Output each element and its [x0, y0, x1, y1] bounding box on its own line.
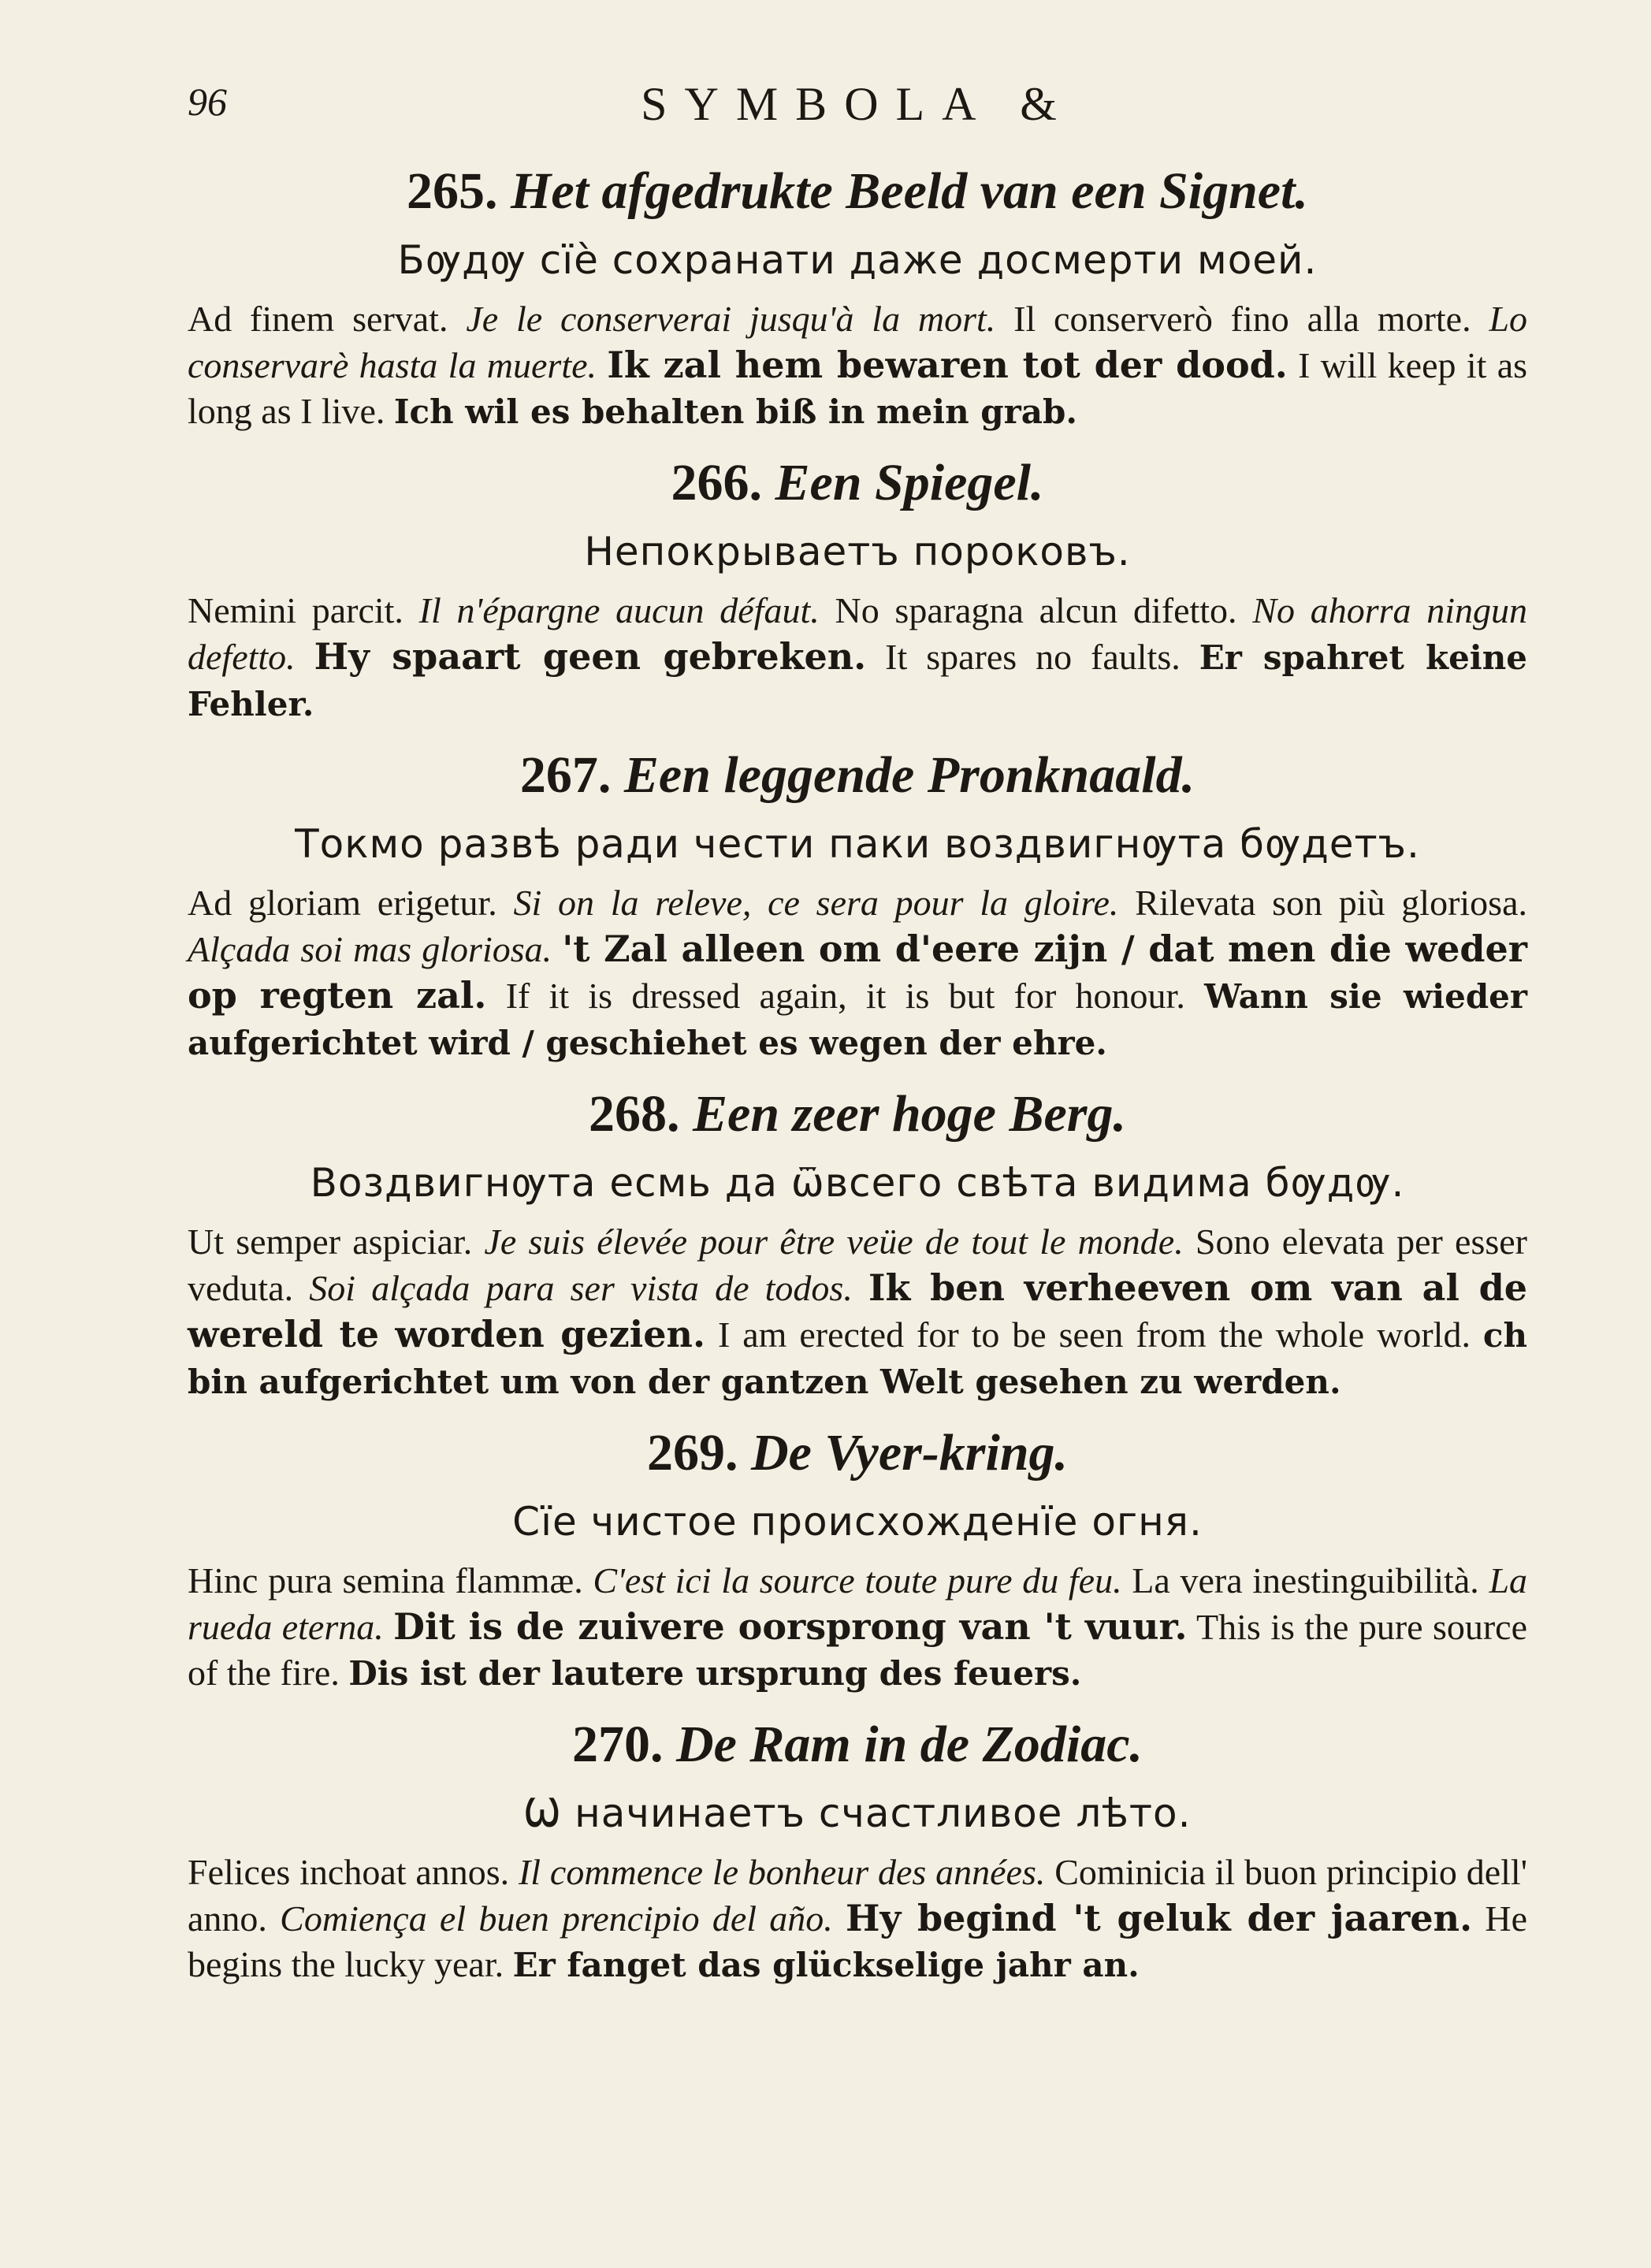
latin-motto: Ad finem servat.: [188, 299, 448, 339]
running-title: SYMBOLA &: [641, 78, 1074, 130]
entry-title-text: De Ram in de Zodiac.: [675, 1716, 1143, 1773]
german-motto: Dis ist der lautere ursprung des feuers.: [348, 1654, 1082, 1693]
spanish-motto: La rueda eterna.: [188, 1560, 1528, 1647]
spanish-motto: Soi alçada para ser vista de todos.: [309, 1268, 853, 1308]
dutch-motto: Dit is de zuivere oorsprong van 't vuur.: [393, 1605, 1188, 1648]
entry-number: 270.: [571, 1716, 664, 1773]
entries-list: [188, 159, 1527, 1988]
french-motto: Je suis élevée pour être veüe de tout le monde.: [484, 1221, 1184, 1262]
entry-translations: [188, 880, 1527, 1066]
entry-title-text: De Vyer-kring.: [750, 1424, 1069, 1482]
entry-title: [188, 1712, 1527, 1777]
entry-number: 266.: [671, 454, 762, 511]
german-motto: Wann sie wieder aufgerichtet wird / geschiehet es wegen der ehre.: [188, 977, 1528, 1062]
german-motto: Er spahret keine Fehler.: [188, 638, 1528, 723]
slavonic-motto: Воздвигнѹта есмь да ѿвсего свѣта видима бѹдѹ.: [310, 1160, 1405, 1206]
spanish-motto: No ahorra ningun defetto.: [188, 590, 1528, 677]
entry-268: [188, 1082, 1527, 1405]
page-number: 96: [188, 80, 227, 124]
french-motto: Il n'épargne aucun défaut.: [418, 590, 820, 630]
dutch-motto: Ik ben verheeven om van al de wereld te worden gezien.: [188, 1266, 1528, 1355]
entry-number: 267.: [519, 746, 612, 804]
page: [188, 73, 1527, 2004]
german-motto: Ich wil es behalten biß in mein grab.: [393, 392, 1077, 431]
german-motto: ch bin aufgerichtet um von der gantzen Welt gesehen zu werden.: [188, 1316, 1528, 1401]
slavonic-motto: Непокрываетъ пороковъ.: [584, 529, 1131, 574]
spanish-motto: Comiença el buen prencipio del año.: [280, 1898, 833, 1939]
entry-267: [188, 743, 1527, 1066]
entry-title-text: Het afgedrukte Beeld van een Signet.: [511, 162, 1308, 220]
entry-title-text: Een zeer hoge Berg.: [693, 1085, 1126, 1143]
entry-translations: [188, 1850, 1527, 1988]
entry-translations: [188, 1558, 1527, 1697]
italian-motto: Il conserverò fino alla morte.: [1013, 299, 1471, 339]
entry-translations: [188, 296, 1527, 435]
latin-motto: Nemini parcit.: [188, 590, 403, 630]
entry-translations: [188, 1219, 1527, 1405]
entry-title-text: Een leggende Pronknaald.: [623, 746, 1195, 804]
slavonic-motto: Ѡ начинаетъ счастливое лѣто.: [523, 1790, 1192, 1836]
latin-motto: Felices inchoat annos.: [188, 1852, 510, 1892]
entry-title-text: Een Spiegel.: [775, 454, 1044, 511]
entry-title: [188, 1421, 1527, 1485]
english-motto: If it is dressed again, it is but for honour.: [505, 976, 1185, 1016]
latin-motto: Hinc pura semina flammæ.: [188, 1560, 583, 1601]
latin-motto: Ad gloriam erigetur.: [188, 883, 497, 923]
spanish-motto: Alçada soi mas gloriosa.: [188, 929, 552, 969]
italian-motto: Cominicia il buon principio dell' anno.: [188, 1852, 1528, 1939]
spanish-motto: Lo conservarè hasta la muerte.: [188, 299, 1528, 385]
italian-motto: La vera inestinguibilità.: [1132, 1560, 1479, 1601]
english-motto: It spares no faults.: [885, 637, 1181, 677]
french-motto: Si on la releve, ce sera pour la gloire.: [513, 883, 1119, 923]
english-motto: I will keep it as long as I live.: [188, 345, 1528, 431]
french-motto: Il commence le bonheur des années.: [518, 1852, 1046, 1892]
slavonic-motto: Бѹдѹ сїѐ сохранати даже досмерти моей.: [397, 237, 1318, 283]
german-motto: Er fanget das glückselige jahr an.: [512, 1946, 1140, 1984]
english-motto: I am erected for to be seen from the whole world.: [717, 1314, 1471, 1355]
slavonic-motto: Сїе чистое происхожденїе огня.: [512, 1499, 1203, 1545]
entry-title: [188, 451, 1527, 515]
page-header: [188, 73, 1527, 159]
entry-266: [188, 451, 1527, 727]
entry-number: 268.: [589, 1085, 680, 1143]
latin-motto: Ut semper aspiciar.: [188, 1221, 473, 1262]
entry-269: [188, 1421, 1527, 1697]
italian-motto: Rilevata son più gloriosa.: [1135, 883, 1527, 923]
dutch-motto: Hy spaart geen gebreken.: [314, 635, 867, 678]
english-motto: This is the pure source of the fire.: [188, 1607, 1528, 1693]
italian-motto: No sparagna alcun difetto.: [835, 590, 1237, 630]
french-motto: Je le conserverai jusqu'à la mort.: [466, 299, 996, 339]
entry-number: 269.: [646, 1424, 738, 1482]
entry-title: [188, 1082, 1527, 1147]
entry-translations: [188, 588, 1527, 727]
entry-270: [188, 1712, 1527, 1988]
dutch-motto: Hy begind 't geluk der jaaren.: [846, 1897, 1473, 1939]
entry-265: [188, 159, 1527, 435]
dutch-motto: Ik zal hem bewaren tot der dood.: [607, 344, 1288, 386]
entry-number: 265.: [407, 162, 498, 220]
dutch-motto: 't Zal alleen om d'eere zijn / dat men die weder op regten zal.: [188, 928, 1528, 1017]
french-motto: C'est ici la source toute pure du feu.: [593, 1560, 1122, 1601]
english-motto: He begins the lucky year.: [188, 1898, 1528, 1984]
entry-title: [188, 159, 1527, 224]
italian-motto: Sono elevata per esser veduta.: [188, 1221, 1528, 1308]
slavonic-motto: Токмо развѣ ради чести паки воздвигнѹта бѹдетъ.: [295, 821, 1420, 867]
entry-title: [188, 743, 1527, 808]
